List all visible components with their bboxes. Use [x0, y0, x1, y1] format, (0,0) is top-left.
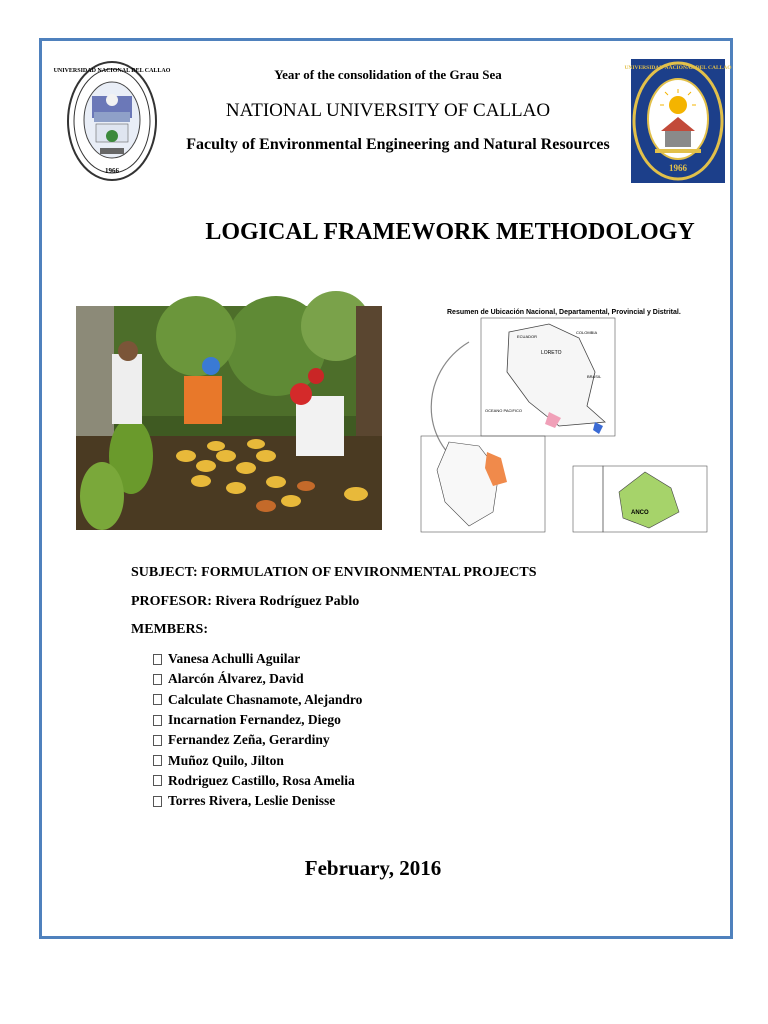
- members-list: [153, 649, 473, 811]
- member-name: Incarnation Fernandez, Diego: [168, 712, 341, 728]
- member-name: Fernandez Zeña, Gerardiny: [168, 732, 330, 748]
- checkbox-bullet-icon: [153, 775, 162, 786]
- list-item: [153, 750, 473, 770]
- checkbox-bullet-icon: [153, 755, 162, 766]
- checkbox-bullet-icon: [153, 796, 162, 807]
- checkbox-bullet-icon: [153, 735, 162, 746]
- member-name: Muñoz Quilo, Jilton: [168, 752, 284, 768]
- right-logo-ring-text: UNIVERSIDAD NACIONAL DEL CALLAO: [624, 65, 732, 71]
- subject-value: FORMULATION OF ENVIRONMENTAL PROJECTS: [201, 565, 537, 580]
- list-item: [153, 710, 473, 730]
- right-logo-year: 1966: [669, 163, 687, 173]
- university-seal-left-logo: [53, 60, 171, 182]
- checkbox-bullet-icon: [153, 674, 162, 685]
- list-item: [153, 730, 473, 750]
- map-label-colombia: COLOMBIA: [576, 330, 598, 335]
- document-title: LOGICAL FRAMEWORK METHODOLOGY: [205, 219, 695, 245]
- member-name: Rodriguez Castillo, Rosa Amelia: [168, 772, 355, 788]
- cocoa-harvest-photo: [76, 306, 382, 530]
- document-date: February, 2016: [304, 856, 442, 880]
- list-item: [153, 791, 473, 811]
- list-item: [153, 771, 473, 791]
- location-map-image: [409, 302, 715, 534]
- member-name: Torres Rivera, Leslie Denisse: [168, 793, 336, 809]
- subject-label: SUBJECT:: [131, 565, 198, 580]
- checkbox-bullet-icon: [153, 715, 162, 726]
- professor-line: [131, 594, 359, 610]
- members-heading: MEMBERS:: [131, 622, 208, 637]
- map-label-anco: ANCO: [631, 510, 649, 516]
- professor-value: Rivera Rodríguez Pablo: [215, 594, 360, 609]
- member-name: Alarcón Álvarez, David: [168, 671, 304, 687]
- member-name: Vanesa Achulli Aguilar: [168, 651, 301, 667]
- list-item: [153, 669, 473, 689]
- faculty-name: Faculty of Environmental Engineering and Natural Resources: [186, 136, 610, 153]
- professor-label: PROFESOR:: [131, 594, 212, 609]
- left-logo-year: 1966: [105, 167, 119, 175]
- map-label-ocean: OCEANO PACIFICO: [485, 408, 523, 413]
- motto-line: Year of the consolidation of the Grau Sea: [274, 67, 502, 82]
- left-logo-ring-text: UNIVERSIDAD NACIONAL DEL CALLAO: [53, 68, 171, 74]
- checkbox-bullet-icon: [153, 694, 162, 705]
- map-label-ecuador: ECUADOR: [517, 334, 538, 339]
- map-label-brasil: BRASIL: [587, 374, 602, 379]
- university-name: NATIONAL UNIVERSITY OF CALLAO: [225, 100, 551, 121]
- list-item: [153, 690, 473, 710]
- subject-line: [131, 565, 537, 581]
- map-label-loreto: LORETO: [541, 350, 562, 356]
- list-item: [153, 649, 473, 669]
- university-seal-right-logo: [624, 59, 732, 183]
- map-caption: Resumen de Ubicación Nacional, Departamental, Provincial y Distrital.: [447, 309, 681, 316]
- checkbox-bullet-icon: [153, 654, 162, 665]
- member-name: Calculate Chasnamote, Alejandro: [168, 691, 363, 707]
